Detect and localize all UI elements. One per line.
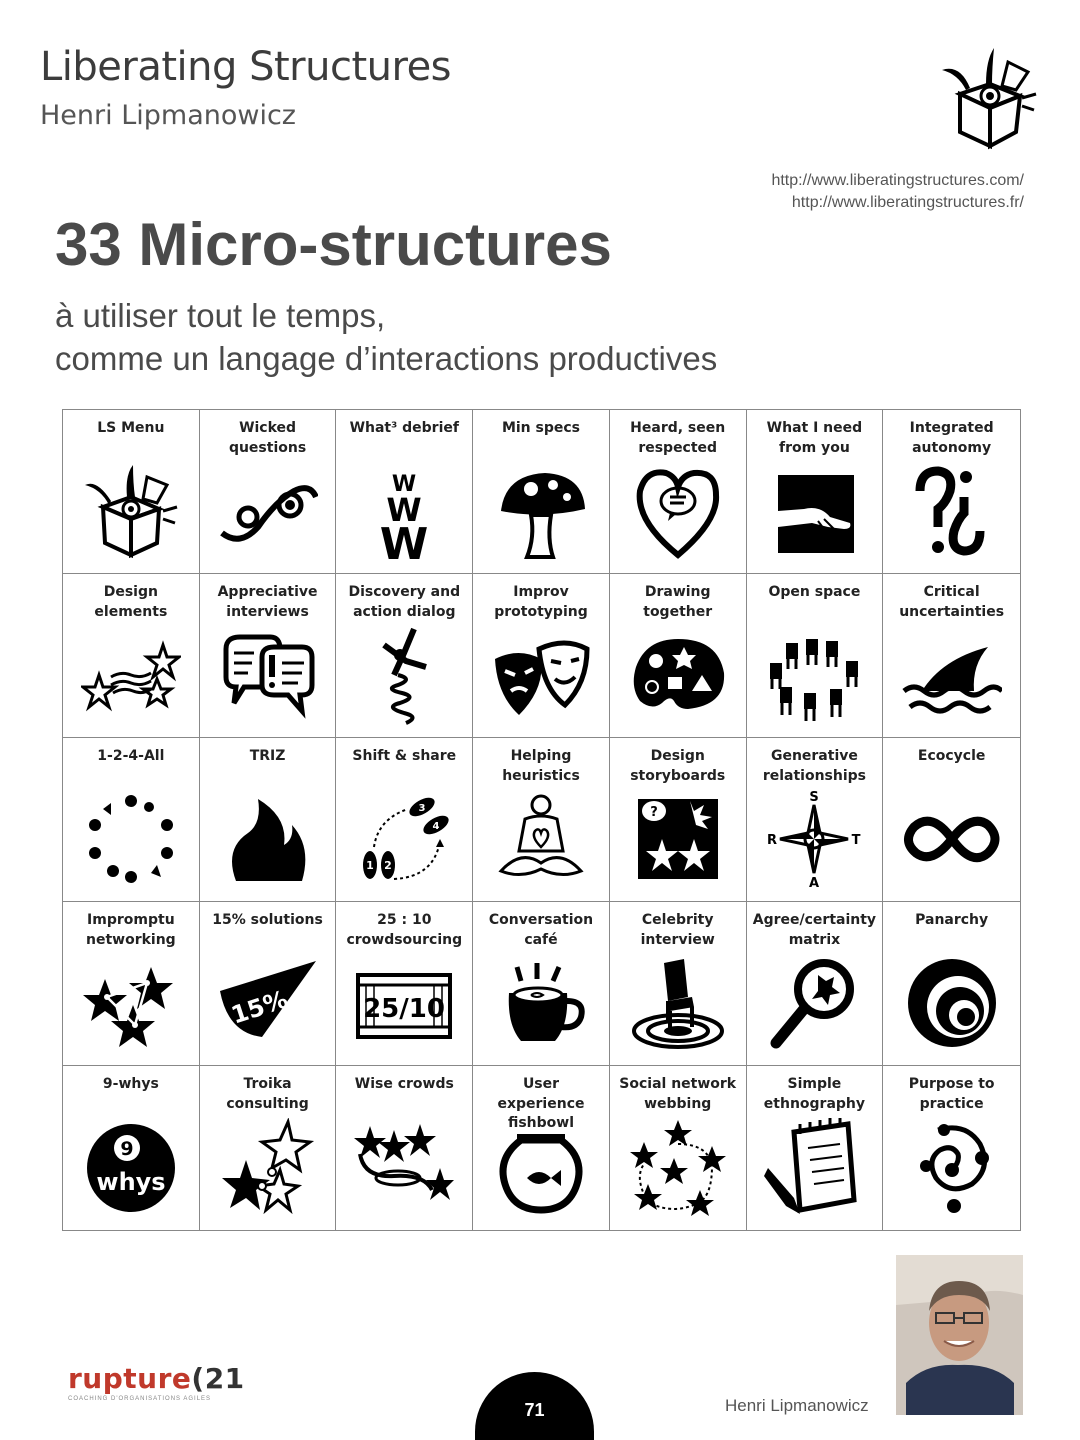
structure-cell-wise-crowds — [336, 1066, 473, 1230]
url-com-link[interactable]: http://www.liberatingstructures.com/ — [771, 172, 1024, 189]
compass-r-label: R — [767, 833, 778, 848]
w-medium-letter: W — [386, 491, 422, 529]
structure-cell-what-i-need — [747, 410, 884, 574]
structure-label: LS Menu — [97, 420, 165, 436]
masks-icon — [491, 625, 591, 725]
structure-label: Troika consulting — [226, 1076, 309, 1112]
page-number: 71 — [475, 1372, 594, 1440]
three-stars-icon — [218, 1118, 318, 1218]
tagline-line-2: comme un langage d’interactions productives — [55, 340, 718, 377]
structure-cell-troika-consulting — [200, 1066, 337, 1230]
heart-speech-icon — [628, 461, 728, 561]
spring-figure-icon — [354, 625, 454, 725]
nested-circles-icon — [902, 953, 1002, 1053]
w-large-letter: W — [380, 519, 429, 561]
structure-label: Social network webbing — [619, 1076, 737, 1112]
structure-cell-conversation-cafe — [473, 902, 610, 1066]
structure-label: User experience fishbowl — [497, 1076, 585, 1131]
percent-label: 15% — [227, 985, 291, 1030]
structure-cell-helping-heuristics — [473, 738, 610, 902]
structure-cell-celebrity-interview — [610, 902, 747, 1066]
structure-cell-25-10-crowdsourcing — [336, 902, 473, 1066]
structures-grid — [62, 409, 1021, 1231]
structure-cell-panarchy — [883, 902, 1020, 1066]
structure-cell-min-specs — [473, 410, 610, 574]
structure-cell-integrated-autonomy — [883, 410, 1020, 574]
nine-label: 9 — [120, 1138, 134, 1160]
structure-label: Min specs — [501, 420, 581, 436]
structure-label: Wicked questions — [228, 420, 307, 456]
notepad-pencil-icon — [764, 1118, 864, 1218]
shark-fin-icon — [902, 625, 1002, 725]
page-subtitle: Henri Lipmanowicz — [40, 100, 296, 131]
compass-a-label: A — [809, 876, 820, 889]
structure-label: 1-2-4-All — [97, 748, 165, 764]
website-links — [771, 170, 1024, 214]
wave-eyes-icon — [218, 461, 318, 561]
structure-label: Simple ethnography — [763, 1076, 866, 1112]
structure-cell-purpose-to-practice — [883, 1066, 1020, 1230]
rupture21-logo — [68, 1362, 245, 1402]
structure-label: Helping heuristics — [502, 748, 580, 784]
linked-stars-icon — [81, 953, 181, 1053]
structure-label: TRIZ — [249, 748, 286, 764]
structure-cell-shift-share — [336, 738, 473, 902]
scorecard-icon — [354, 953, 454, 1053]
page-title: Liberating Structures — [40, 44, 452, 90]
structure-label: 9-whys — [102, 1076, 159, 1092]
structure-label: Agree/certainty matrix — [752, 912, 877, 948]
step-1-label: 1 — [366, 859, 375, 872]
structure-cell-open-space — [747, 574, 884, 738]
structure-cell-generative-relationships — [747, 738, 884, 902]
rupture-tagline: COACHING D'ORGANISATIONS AGILES — [68, 1396, 212, 1402]
structure-cell-agree-certainty — [747, 902, 884, 1066]
footer-author: Henri Lipmanowicz — [725, 1396, 869, 1415]
structure-cell-design-elements — [63, 574, 200, 738]
compass-star-icon — [764, 789, 864, 889]
chairs-circle-icon — [764, 625, 864, 725]
mushroom-icon — [491, 461, 591, 561]
rupture-brand-number: (21 — [191, 1362, 245, 1395]
structure-cell-1-2-4-all — [63, 738, 200, 902]
structure-label: Ecocycle — [917, 748, 986, 764]
step-4-label: 4 — [432, 821, 440, 832]
meditating-figure-icon — [491, 789, 591, 889]
structure-cell-15-percent — [200, 902, 337, 1066]
star-network-icon — [628, 1118, 728, 1218]
structure-cell-impromptu-networking — [63, 902, 200, 1066]
gift-box-spiral-icon — [81, 461, 181, 561]
w-small-letter: W — [392, 472, 417, 497]
compass-t-label: T — [851, 833, 861, 848]
structure-cell-what-debrief — [336, 410, 473, 574]
palette-shapes-icon — [628, 625, 728, 725]
ls-logo-icon — [930, 44, 1040, 154]
structure-label: Improv prototyping — [494, 584, 588, 620]
structure-cell-improv-prototyping — [473, 574, 610, 738]
structure-label: Critical uncertainties — [899, 584, 1005, 620]
structure-label: What I need from you — [766, 420, 863, 456]
structure-cell-appreciative-interviews — [200, 574, 337, 738]
structure-label: Purpose to practice — [908, 1076, 995, 1112]
structure-label: Design elements — [94, 584, 168, 620]
structure-cell-social-network-webbing — [610, 1066, 747, 1230]
structure-label: Conversation café — [488, 912, 594, 948]
spiral-dots-icon — [902, 1118, 1002, 1218]
crowd-stars-icon — [354, 1118, 454, 1218]
handshake-icon — [764, 461, 864, 561]
structure-label: Open space — [768, 584, 861, 600]
tagline — [55, 294, 717, 380]
compass-s-label: S — [809, 790, 820, 805]
structure-cell-design-storyboards — [610, 738, 747, 902]
structure-label: Integrated autonomy — [909, 420, 994, 456]
structure-cell-drawing-together — [610, 574, 747, 738]
speech-bubbles-icon — [218, 625, 318, 725]
magnifier-icon — [764, 953, 864, 1053]
structure-cell-simple-ethnography — [747, 1066, 884, 1230]
structure-cell-ux-fishbowl — [473, 1066, 610, 1230]
structure-label: Appreciative interviews — [217, 584, 318, 620]
chair-target-icon — [628, 953, 728, 1053]
structure-label: Drawing together — [643, 584, 713, 620]
step-2-label: 2 — [384, 859, 393, 872]
structure-cell-wicked-questions — [200, 410, 337, 574]
nine-whys-ball-icon — [81, 1118, 181, 1218]
structure-cell-triz — [200, 738, 337, 902]
structure-label: Panarchy — [915, 912, 989, 928]
structure-label: Impromptu networking — [85, 912, 176, 948]
structure-cell-discovery-action — [336, 574, 473, 738]
structure-label: Discovery and action dialog — [348, 584, 461, 620]
pennant-15-icon — [218, 953, 318, 1053]
structure-label: Celebrity interview — [640, 912, 715, 948]
stars-waves-icon — [81, 625, 181, 725]
structure-cell-9-whys — [63, 1066, 200, 1230]
structure-cell-ls-menu — [63, 410, 200, 574]
structure-label: What³ debrief — [349, 420, 459, 436]
rupture-brand-name: rupture — [68, 1362, 192, 1395]
url-fr-link[interactable]: http://www.liberatingstructures.fr/ — [791, 194, 1024, 211]
step-3-label: 3 — [418, 803, 426, 814]
structure-label: Heard, seen respected — [630, 420, 726, 456]
structure-label: 15% solutions — [212, 912, 323, 928]
fishbowl-icon — [491, 1118, 591, 1218]
storyboard-icon — [628, 789, 728, 889]
structure-label: Wise crowds — [354, 1076, 454, 1092]
structure-label: Shift & share — [352, 748, 457, 764]
question-marks-icon — [902, 461, 1002, 561]
infinity-icon — [902, 789, 1002, 889]
structure-label: 25 : 10 crowdsourcing — [346, 912, 463, 948]
dots-circle-icon — [81, 789, 181, 889]
structure-cell-ecocycle — [883, 738, 1020, 902]
structure-cell-critical-uncertainties — [883, 574, 1020, 738]
author-portrait-photo — [896, 1255, 1023, 1415]
flame-icon — [218, 789, 318, 889]
structure-label: Generative relationships — [762, 748, 867, 784]
structure-cell-heard-seen-respected — [610, 410, 747, 574]
tagline-line-1: à utiliser tout le temps, — [55, 297, 386, 334]
whys-label: whys — [96, 1168, 166, 1196]
score-label: 25/10 — [363, 994, 446, 1024]
three-w-icon — [354, 461, 454, 561]
footsteps-icon — [354, 789, 454, 889]
svg-text:?: ? — [649, 805, 658, 820]
structure-label: Design storyboards — [630, 748, 726, 784]
coffee-cup-icon — [491, 953, 591, 1053]
main-heading: 33 Micro-structures — [55, 211, 612, 278]
